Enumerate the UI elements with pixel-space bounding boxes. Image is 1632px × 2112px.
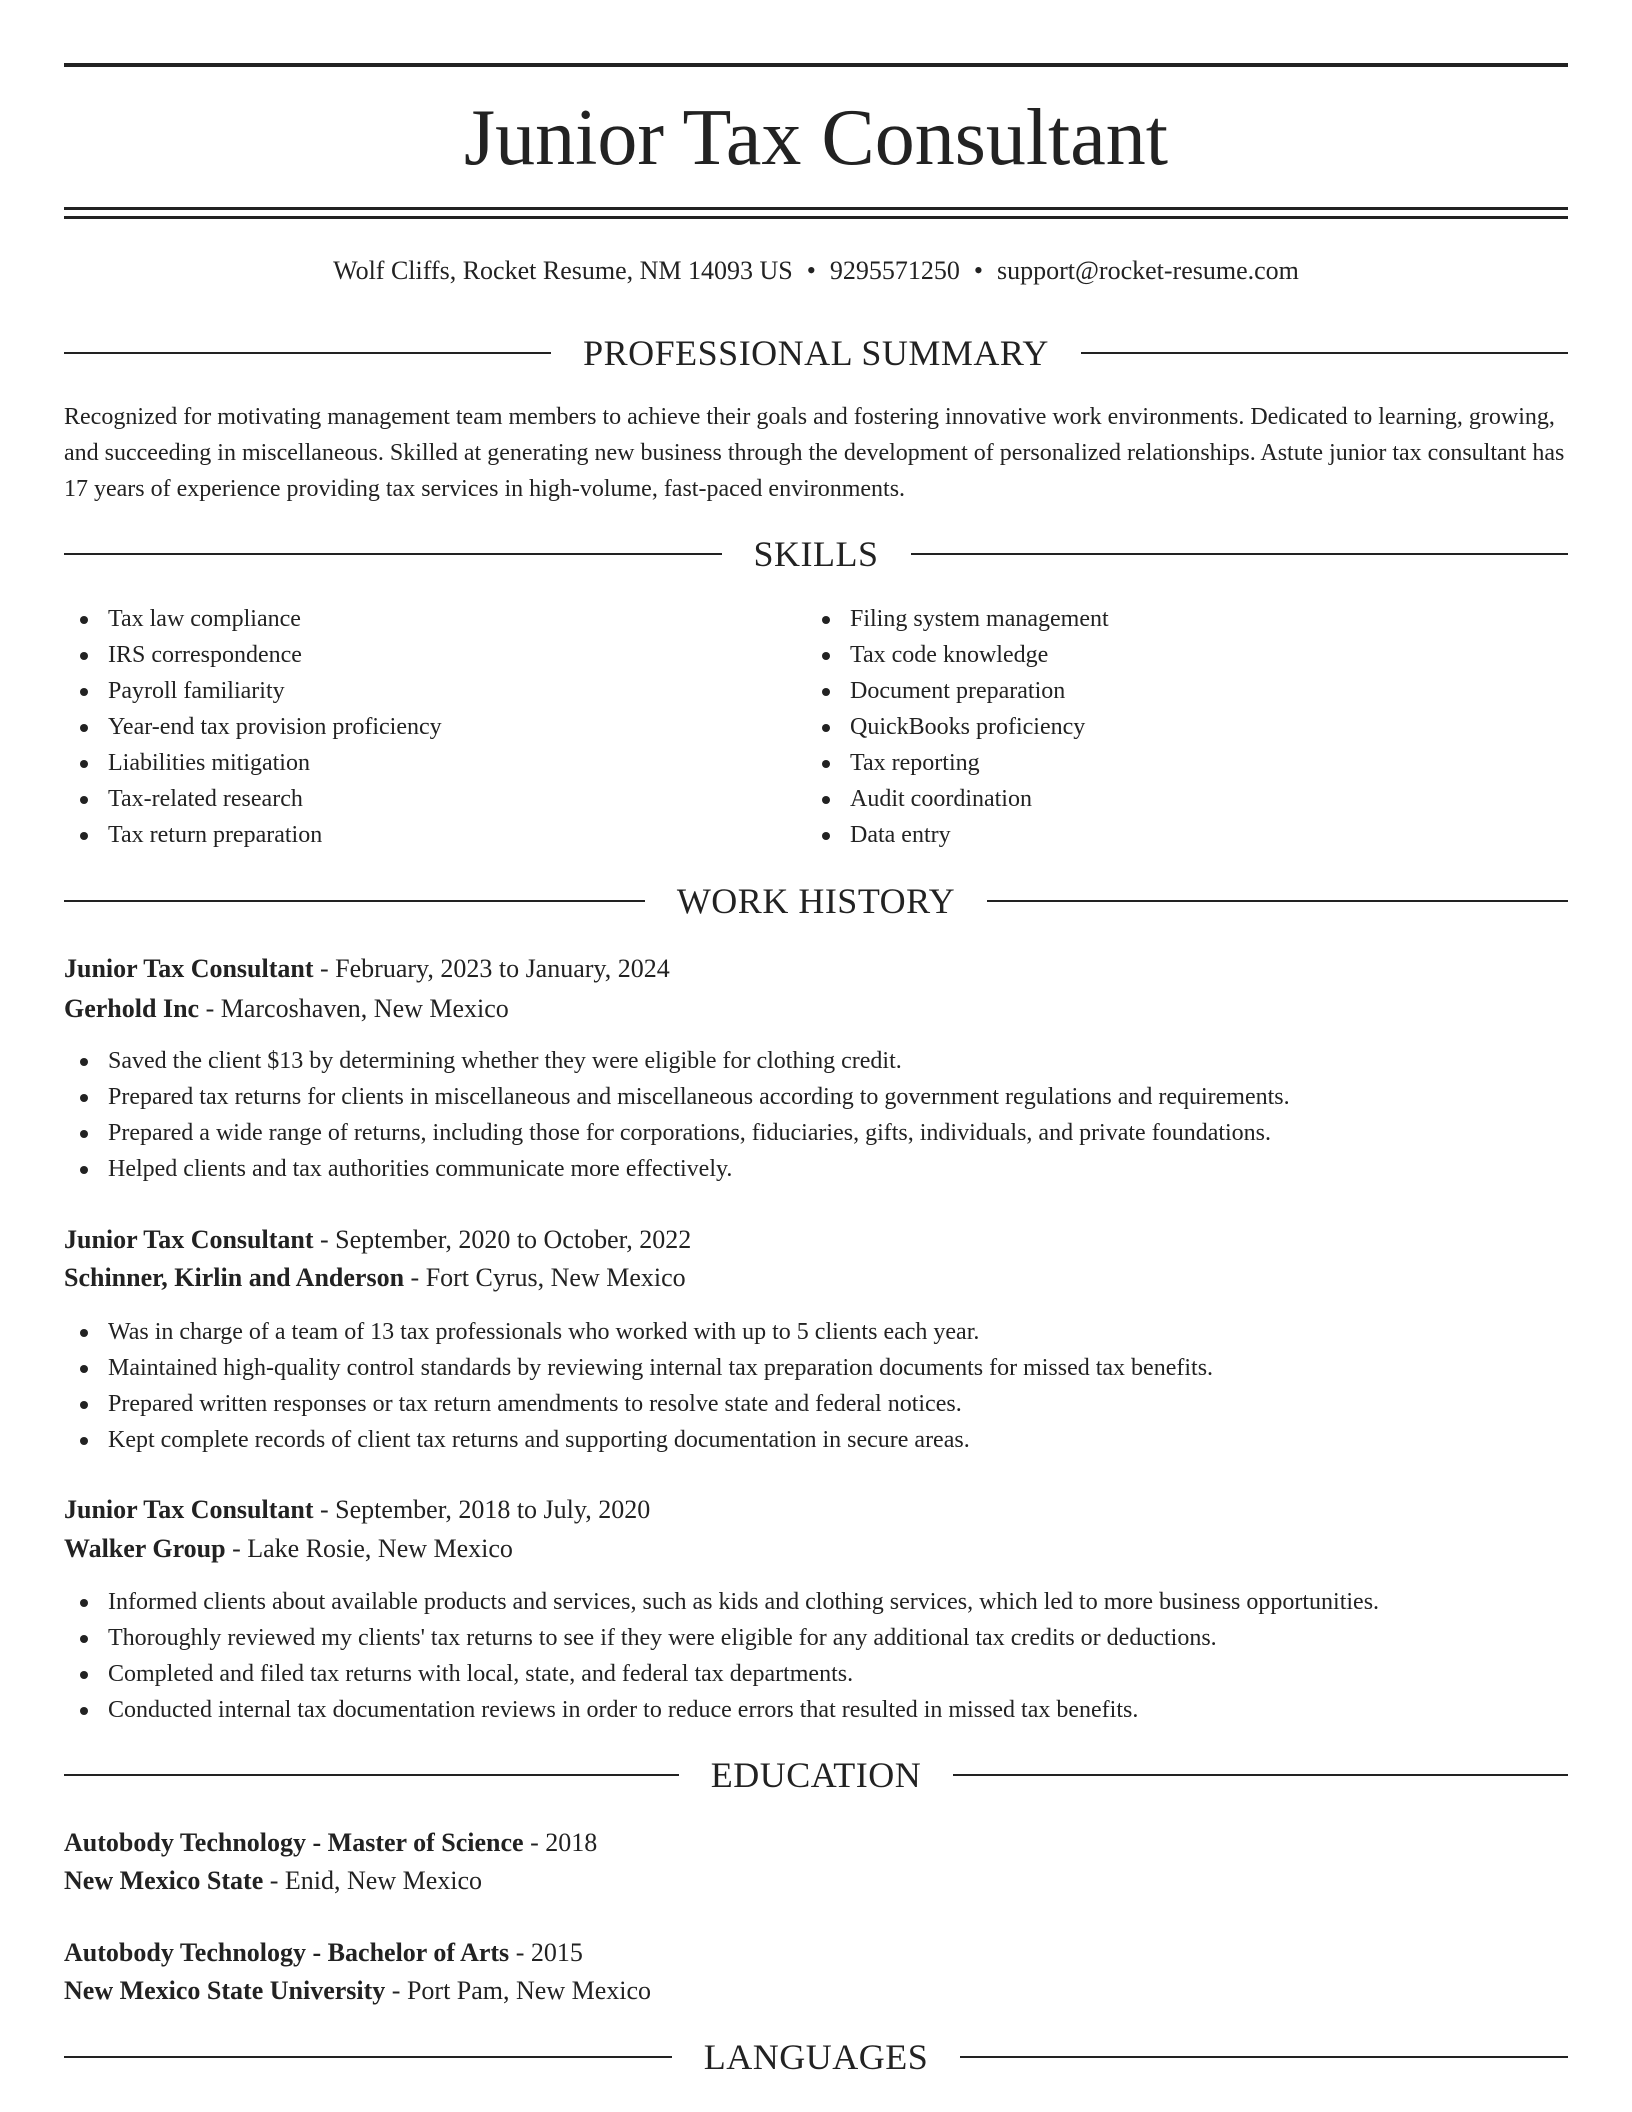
- job-bullet: Informed clients about available products and services, such as kids and clothing services, which led to more business opportunities.: [64, 1584, 1568, 1620]
- section-rule: [960, 2056, 1568, 2058]
- skills-list-left: [64, 601, 804, 853]
- section-rule: [911, 553, 1569, 555]
- job-dates: - September, 2020 to October, 2022: [313, 1225, 692, 1254]
- section-header-skills: [64, 532, 1568, 576]
- skill-item: Document preparation: [806, 673, 1546, 709]
- contact-line: [64, 253, 1568, 289]
- job-bullets: [64, 1314, 1568, 1458]
- job-bullet: Prepared written responses or tax return amendments to resolve state and federal notices.: [64, 1386, 1568, 1422]
- section-header-summary: [64, 331, 1568, 375]
- section-title-work: WORK HISTORY: [676, 881, 956, 921]
- skill-item: Audit coordination: [806, 781, 1546, 817]
- education-location: - Enid, New Mexico: [263, 1866, 483, 1895]
- job-title-line: [64, 1491, 1568, 1529]
- job-company: Gerhold Inc: [64, 994, 200, 1023]
- skill-item: Tax return preparation: [64, 817, 804, 853]
- education-school-line: [64, 1972, 1568, 2010]
- job-location: - Lake Rosie, New Mexico: [225, 1534, 513, 1563]
- job-bullet: Helped clients and tax authorities communicate more effectively.: [64, 1151, 1568, 1187]
- job-company-line: [64, 1259, 1568, 1297]
- job-bullet: Prepared tax returns for clients in miscellaneous and miscellaneous according to government regulations and requirements.: [64, 1079, 1568, 1115]
- job-title: Junior Tax Consultant: [64, 1225, 314, 1254]
- double-rule-lower: [64, 216, 1568, 219]
- job-dates: - September, 2018 to July, 2020: [313, 1495, 651, 1524]
- job-bullets: [64, 1043, 1568, 1187]
- education-school: New Mexico State University: [64, 1976, 386, 2005]
- section-rule: [64, 900, 645, 902]
- section-title-education: EDUCATION: [710, 1755, 922, 1795]
- job-title: Junior Tax Consultant: [64, 954, 314, 983]
- job-dates: - February, 2023 to January, 2024: [313, 954, 670, 983]
- skill-item: IRS correspondence: [64, 637, 804, 673]
- skills-list-right: [806, 601, 1546, 853]
- job-bullet: Completed and filed tax returns with local, state, and federal tax departments.: [64, 1656, 1568, 1692]
- job-company-line: [64, 1530, 1568, 1568]
- section-rule: [64, 352, 551, 354]
- section-title-skills: SKILLS: [753, 534, 879, 574]
- job-company: Walker Group: [64, 1534, 226, 1563]
- section-title-summary: PROFESSIONAL SUMMARY: [583, 333, 1049, 373]
- job-bullet: Thoroughly reviewed my clients' tax returns to see if they were eligible for any additional tax credits or deductions.: [64, 1620, 1568, 1656]
- job-bullet: Kept complete records of client tax returns and supporting documentation in secure areas.: [64, 1422, 1568, 1458]
- job-company: Schinner, Kirlin and Anderson: [64, 1263, 405, 1292]
- resume-name: Junior Tax Consultant: [463, 94, 1169, 182]
- summary-text: Recognized for motivating management team members to achieve their goals and fostering innovative work environments. Dedicated to learning, growing, and succeeding in miscellaneous. Skilled at generating new business through the development of personalized relationships. Astute junior tax consultant has 17 years of experience providing tax services in high-volume, fast-paced environments.: [64, 404, 1565, 502]
- contact-phone: 9295571250: [829, 256, 960, 285]
- section-title-languages: LANGUAGES: [703, 2037, 929, 2077]
- job-bullet: Was in charge of a team of 13 tax professionals who worked with up to 5 clients each year.: [64, 1314, 1568, 1350]
- contact-separator: •: [806, 256, 816, 285]
- skill-item: Tax reporting: [806, 745, 1546, 781]
- education-school: New Mexico State: [64, 1866, 264, 1895]
- top-rule: [64, 63, 1568, 67]
- section-rule: [64, 1774, 679, 1776]
- section-rule: [64, 553, 722, 555]
- job-title: Junior Tax Consultant: [64, 1495, 314, 1524]
- section-header-education: [64, 1753, 1568, 1797]
- job-title-line: [64, 950, 1568, 988]
- education-year: - 2018: [523, 1828, 598, 1857]
- double-rule-upper: [64, 207, 1568, 210]
- education-school-line: [64, 1862, 1568, 1900]
- skill-item: Tax-related research: [64, 781, 804, 817]
- job-location: - Fort Cyrus, New Mexico: [404, 1263, 686, 1292]
- contact-separator: •: [973, 256, 983, 285]
- skill-item: Data entry: [806, 817, 1546, 853]
- contact-email: support@rocket-resume.com: [996, 256, 1299, 285]
- section-rule: [64, 2056, 672, 2058]
- job-location: - Marcoshaven, New Mexico: [199, 994, 509, 1023]
- contact-address: Wolf Cliffs, Rocket Resume, NM 14093 US: [333, 256, 793, 285]
- job-company-line: [64, 990, 1568, 1028]
- skill-item: Filing system management: [806, 601, 1546, 637]
- skill-item: Payroll familiarity: [64, 673, 804, 709]
- job-bullet: Maintained high-quality control standards by reviewing internal tax preparation documents for missed tax benefits.: [64, 1350, 1568, 1386]
- skill-item: Liabilities mitigation: [64, 745, 804, 781]
- section-rule: [953, 1774, 1568, 1776]
- job-bullets: [64, 1584, 1568, 1728]
- section-header-languages: [64, 2035, 1568, 2079]
- skill-item: Year-end tax provision proficiency: [64, 709, 804, 745]
- section-rule: [987, 900, 1568, 902]
- job-bullet: Conducted internal tax documentation reviews in order to reduce errors that resulted in missed tax benefits.: [64, 1692, 1568, 1728]
- section-header-work: [64, 879, 1568, 923]
- education-year: - 2015: [509, 1938, 583, 1967]
- skill-item: QuickBooks proficiency: [806, 709, 1546, 745]
- education-degree: Autobody Technology - Master of Science: [64, 1828, 524, 1857]
- job-bullet: Prepared a wide range of returns, including those for corporations, fiduciaries, gifts, individuals, and private foundations.: [64, 1115, 1568, 1151]
- skill-item: Tax code knowledge: [806, 637, 1546, 673]
- education-degree: Autobody Technology - Bachelor of Arts: [64, 1938, 510, 1967]
- education-degree-line: [64, 1934, 1568, 1972]
- education-degree-line: [64, 1824, 1568, 1862]
- skill-item: Tax law compliance: [64, 601, 804, 637]
- section-rule: [1081, 352, 1568, 354]
- job-title-line: [64, 1221, 1568, 1259]
- education-location: - Port Pam, New Mexico: [385, 1976, 652, 2005]
- job-bullet: Saved the client $13 by determining whether they were eligible for clothing credit.: [64, 1043, 1568, 1079]
